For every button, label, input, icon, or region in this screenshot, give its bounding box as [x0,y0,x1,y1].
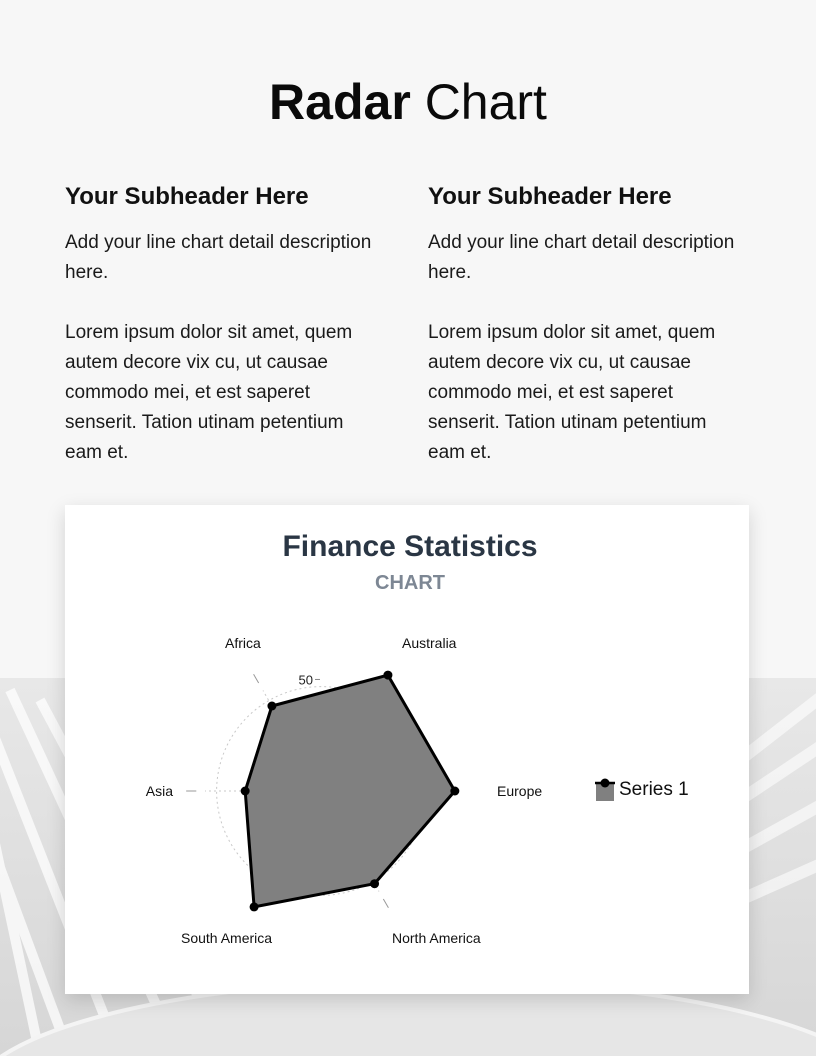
page-title [0,72,816,132]
axis-label-south-america: South America [181,930,273,946]
data-point [383,671,392,680]
chart-title: Finance Statistics [282,530,538,563]
subheader: Your Subheader Here [428,183,672,210]
axis-label-asia: Asia [145,783,173,799]
text-column-left [65,180,385,468]
body-text: Lorem ipsum dolor sit amet, quem autem decore vix cu, ut causae commodo mei, et est saperet senserit. Tation utinam petentium eam et. [428,322,716,463]
axis-tick [254,674,259,683]
legend-marker-icon [595,778,615,802]
text-column-right [428,180,748,468]
data-point [241,787,250,796]
page-title-bold: Radar [269,74,411,130]
chart-legend [595,778,689,802]
axis-label-africa: Africa [225,635,261,651]
data-point [450,787,459,796]
body-text: Lorem ipsum dolor sit amet, quem autem decore vix cu, ut causae commodo mei, et est saperet senserit. Tation utinam petentium eam et. [65,322,353,463]
axis-label-europe: Europe [497,783,543,799]
subheader: Your Subheader Here [65,183,309,210]
legend-label-series-1: Series 1 [619,779,689,800]
axis-tick [383,899,388,908]
chart-card [65,505,749,994]
data-point [370,879,379,888]
data-point [267,701,276,710]
chart-subtitle: CHART [375,572,445,594]
radial-tick-label: 50 [298,672,313,688]
axis-label-north-america: North America [392,930,481,946]
axis-label-australia: Australia [402,635,457,651]
description-text: Add your line chart detail description here. [65,232,372,283]
radar-chart [65,505,749,994]
page-title-regular: Chart [424,74,547,130]
series-area [245,675,455,907]
description-text: Add your line chart detail description here. [428,232,735,283]
data-point [250,902,259,911]
